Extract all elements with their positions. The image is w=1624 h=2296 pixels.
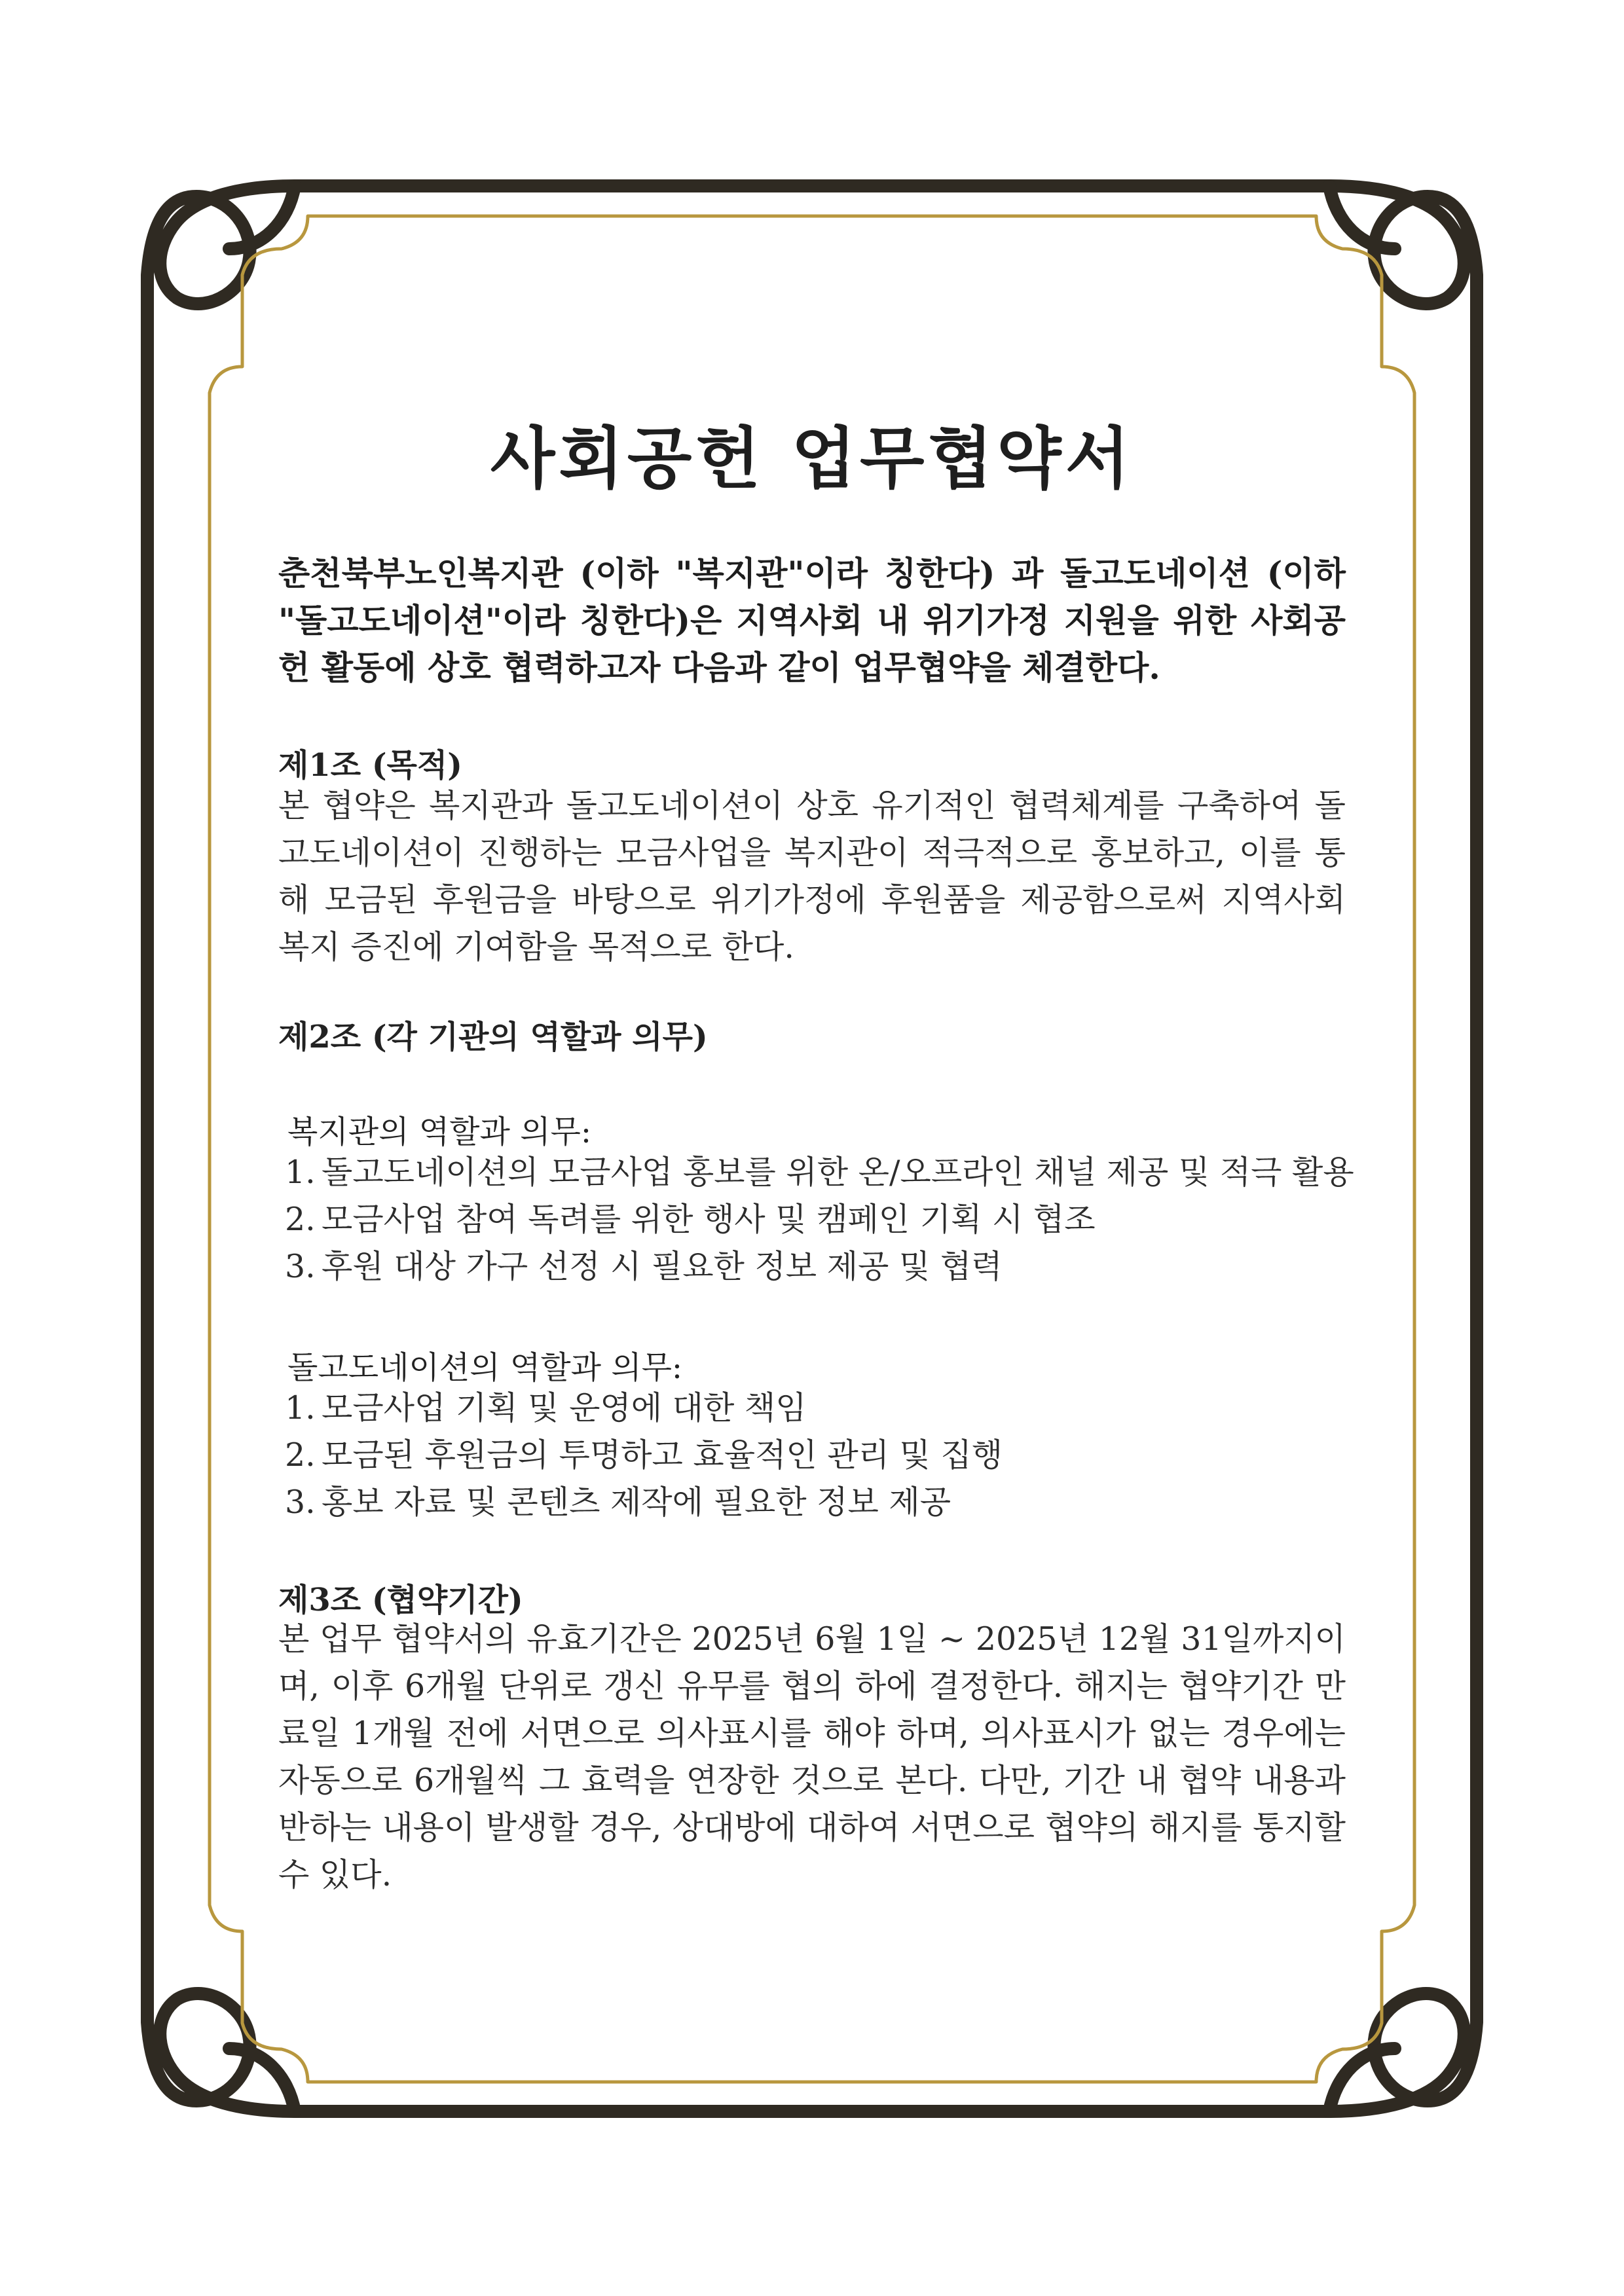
- list-item: 3. 후원 대상 가구 선정 시 필요한 정보 제공 및 협력: [285, 1248, 1003, 1285]
- welfare-center-duties-heading: 복지관의 역할과 의무:: [287, 1114, 592, 1150]
- donation-duties-list: [285, 1385, 1346, 1526]
- article1-body: 본 협약은 복지관과 돌고도네이션이 상호 유기적인 협력체계를 구축하여 돌고도네이션이 진행하는 모금사업을 복지관이 적극적으로 홍보하고, 이를 통해 모금된 후원금을 바탕으로 위기가정에 후원품을 제공함으로써 지역사회 복지 증진에 기여함을 목적으로 한다.: [278, 787, 1346, 966]
- list-item: 1. 모금사업 기획 및 운영에 대한 책임: [285, 1389, 807, 1427]
- intro-paragraph: 춘천북부노인복지관 (이하 "복지관"이라 칭한다) 과 돌고도네이션 (이하 "돌고도네이션"이라 칭한다)은 지역사회 내 위기가정 지원을 위한 사회공헌 활동에 상호 협력하고자 다음과 같이 업무협약을 체결한다.: [278, 554, 1346, 687]
- list-item: 2. 모금사업 참여 독려를 위한 행사 및 캠페인 기획 시 협조: [285, 1201, 1096, 1238]
- article2-heading: 제2조 (각 기관의 역할과 의무): [278, 1019, 708, 1055]
- article1-heading: 제1조 (목적): [278, 747, 463, 784]
- document-title: 사회공헌 업무협약서: [490, 420, 1134, 498]
- corner-ornament-bottom-right: [1329, 1961, 1477, 2111]
- article3-heading: 제3조 (협약기간): [278, 1582, 523, 1618]
- list-item: 3. 홍보 자료 및 콘텐츠 제작에 필요한 정보 제공: [285, 1484, 951, 1521]
- article3-body: 본 업무 협약서의 유효기간은 2025년 6월 1일 ~ 2025년 12월 31일까지이며, 이후 6개월 단위로 갱신 유무를 협의 하에 결정한다. 해지는 협약기간 만료일 1개월 전에 서면으로 의사표시를 해야 하며, 의사표시가 없는 경우에는 자동으로 6개월씩 그 효력을 연장한 것으로 본다. 다만, 기간 내 협약 내용과 반하는 내용이 발생할 경우, 상대방에 대하여 서면으로 협약의 해지를 통지할 수 있다.: [278, 1620, 1346, 1893]
- list-item: 2. 모금된 후원금의 투명하고 효율적인 관리 및 집행: [285, 1436, 1003, 1474]
- donation-duties-heading: 돌고도네이션의 역할과 의무:: [287, 1349, 683, 1386]
- corner-ornament-bottom-left: [147, 1961, 295, 2111]
- corner-ornament-top-left: [147, 186, 295, 340]
- list-item: 1. 돌고도네이션의 모금사업 홍보를 위한 온/오프라인 채널 제공 및 적극 활용: [285, 1154, 1354, 1191]
- corner-ornament-top-right: [1329, 186, 1477, 340]
- welfare-center-duties-list: [285, 1149, 1354, 1290]
